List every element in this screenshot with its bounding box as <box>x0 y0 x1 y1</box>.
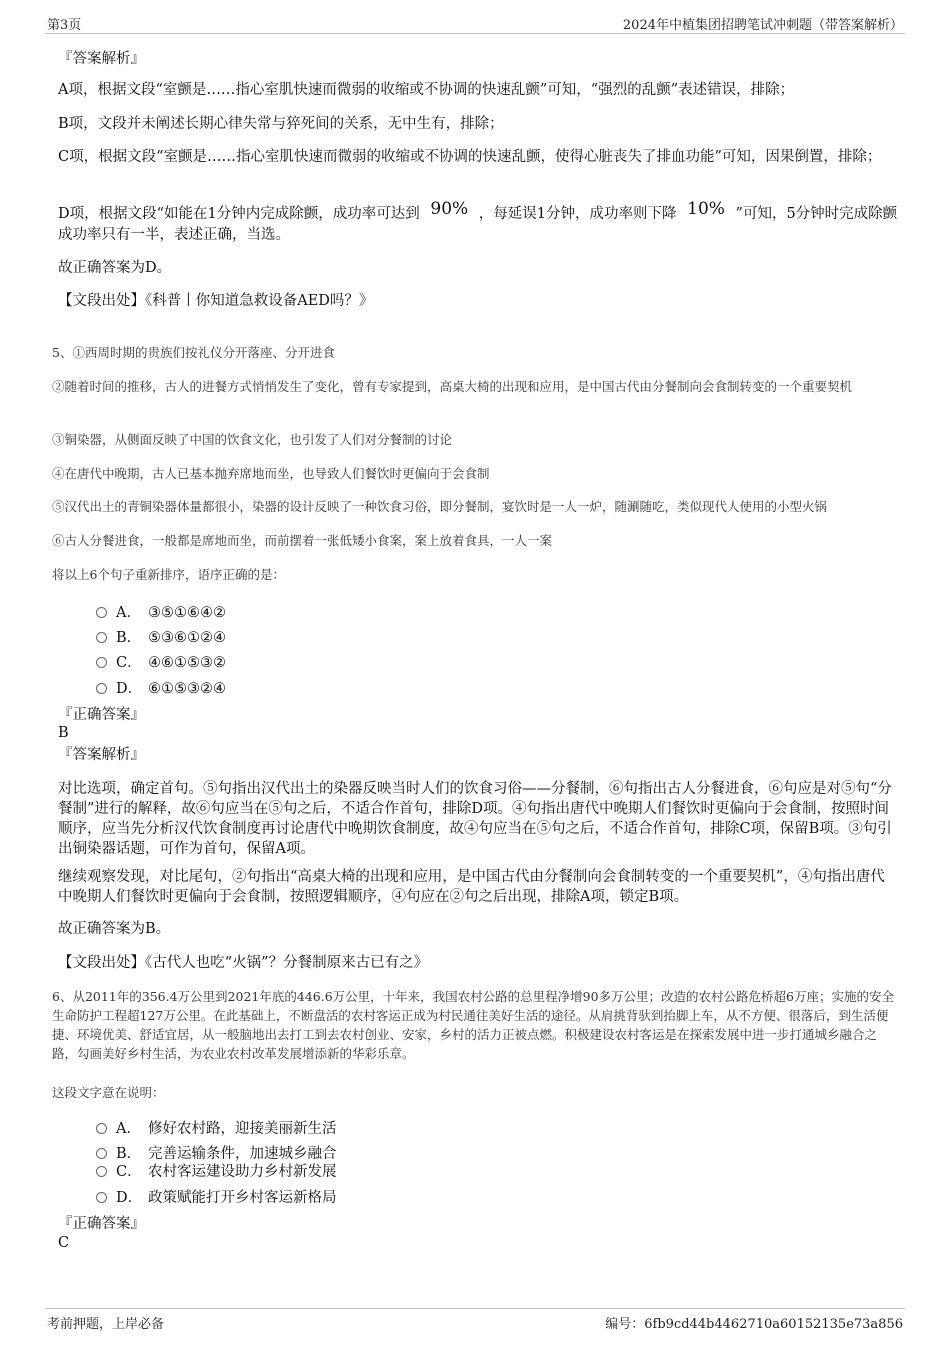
q5-sentence-2: ②随着时间的推移，古人的进餐方式悄悄发生了变化，曾有专家提到，高桌大椅的出现和应用，是中国古代由分餐制向会食制转变的一个重要契机 <box>52 379 853 394</box>
q4-source: 【文段出处】《科普丨你知道急救设备AED吗？》 <box>58 293 374 309</box>
radio-icon[interactable] <box>96 1166 107 1177</box>
radio-icon[interactable] <box>96 657 107 668</box>
q4-conclusion: 故正确答案为D。 <box>58 260 172 276</box>
option-letter: C． <box>116 655 142 671</box>
footer-serial: 编号：6fb9cd44b4462710a60152135e73a856 <box>605 1317 903 1332</box>
q5-analysis-paragraph-2: 继续观察发现，对比尾句，②句指出“高桌大椅的出现和应用，是中国古代由分餐制向会食制转变的一个重要契机”，④句指出唐代中晚期人们餐饮时更偏向于会食制，按照逻辑顺序，④句应在②句之后出现，排除A项，锁定B项。 <box>58 869 885 905</box>
q4-analysis-title: 『答案解析』 <box>58 51 145 67</box>
q5-prompt: 将以上6个句子重新排序，语序正确的是： <box>52 567 285 582</box>
option-letter: A． <box>116 605 141 621</box>
q4-analysis-b: B项，文段并未阐述长期心律失常与猝死间的关系，无中生有，排除； <box>58 116 504 132</box>
option-text: ④⑥①⑤③② <box>148 655 226 671</box>
option-text: ⑥①⑤③②④ <box>148 681 226 697</box>
q5-sentence-1: 5、①西周时期的贵族们按礼仪分开落座、分开进食 <box>52 345 335 360</box>
q5-option-d[interactable] <box>96 677 226 698</box>
option-text: ③⑤①⑥④② <box>148 605 226 621</box>
q5-analysis-title: 『答案解析』 <box>58 747 145 763</box>
q5-source: 【文段出处】《古代人也吃“火锅”？分餐制原来古已有之》 <box>58 955 429 971</box>
q4-d-math-90: 90% <box>430 199 469 219</box>
option-letter: A． <box>116 1121 141 1137</box>
option-letter: D． <box>116 1190 143 1206</box>
footer-slogan: 考前押题，上岸必备 <box>47 1317 165 1332</box>
radio-icon[interactable] <box>96 632 107 643</box>
q4-analysis-c: C项，根据文段“室颤是……指心室肌快速而微弱的收缩或不协调的快速乱颤，使得心脏丧失了排血功能”可知，因果倒置，排除； <box>58 149 882 165</box>
q5-option-c[interactable] <box>96 651 226 672</box>
q6-answer-title: 『正确答案』 <box>58 1216 145 1232</box>
option-text: 农村客运建设助力乡村新发展 <box>148 1164 337 1180</box>
q6-answer: C <box>58 1235 70 1251</box>
q4-analysis-d-line2: 成功率只有一半，表述正确，当选。 <box>58 227 290 243</box>
header-rule <box>45 33 905 34</box>
q4-d-text-1: D项，根据文段“如能在1分钟内完成除颤，成功率可达到 <box>58 206 420 222</box>
q5-sentence-6: ⑥古人分餐进食，一般都是席地而坐，而前摆着一张低矮小食案，案上放着食具，一人一案 <box>52 533 553 548</box>
q5-answer-title: 『正确答案』 <box>58 707 145 723</box>
q4-analysis-d-line1 <box>58 199 898 224</box>
radio-icon[interactable] <box>96 1123 107 1134</box>
radio-icon[interactable] <box>96 607 107 618</box>
option-text: ⑤③⑥①②④ <box>148 630 226 646</box>
radio-icon[interactable] <box>96 1192 107 1203</box>
q6-option-a[interactable] <box>96 1117 337 1138</box>
footer-rule <box>45 1308 905 1309</box>
radio-icon[interactable] <box>96 1148 107 1159</box>
option-text: 修好农村路，迎接美丽新生活 <box>148 1121 337 1137</box>
q6-passage: 6、从2011年的356.4万公里到2021年底的446.6万公里，十年来，我国农村公路的总里程净增90多万公里；改造的农村公路危桥超6万座；实施的安全生命防护工程超127万公里。在此基础上，不断盘活的农村客运正成为村民通往美好生活的途径。从肩挑背驮到抬脚上车，从不方便、很落后，到生活便捷、环境优美、舒适宜居，从一般脑地出去打工到去农村创业、安家，乡村的活力正被点燃。积极建设农村客运是在探索发展中进一步打通城乡融合之路，勾画美好乡村生活，为农业农村改革发展增添新的华彩乐章。 <box>52 989 895 1061</box>
q5-sentence-4: ④在唐代中晚期，古人已基本抛弃席地而坐，也导致人们餐饮时更偏向于会食制 <box>52 466 490 481</box>
q5-conclusion: 故正确答案为B。 <box>58 921 171 937</box>
option-text: 政策赋能打开乡村客运新格局 <box>148 1190 337 1206</box>
q5-sentence-5: ⑤汉代出土的青铜染器体量都很小，染器的设计反映了一种饮食习俗，即分餐制，宴饮时是一人一炉，随涮随吃，类似现代人使用的小型火锅 <box>52 499 828 514</box>
radio-icon[interactable] <box>96 683 107 694</box>
q6-option-d[interactable] <box>96 1186 337 1207</box>
option-letter: C． <box>116 1164 142 1180</box>
q5-option-b[interactable] <box>96 626 226 647</box>
q5-answer: B <box>58 725 69 741</box>
q6-prompt: 这段文字意在说明： <box>52 1085 165 1100</box>
q5-analysis-paragraph-1: 对比选项，确定首句。⑤句指出汉代出土的染器反映当时人们的饮食习俗——分餐制，⑥句指出古人分餐进食，⑥句应是对⑤句“分餐制”进行的解释，故⑥句应当在⑤句之后，不适合作首句，排除D项。④句指出唐代中晚期人们餐饮时更偏向于会食制，按照时间顺序，应当先分析汉代饮食制度再讨论唐代中晚期饮食制度，故④句应当在⑤句之后，不适合作首句，排除C项，保留B项。③句引出铜染器话题，可作为首句，保留A项。 <box>58 781 892 857</box>
q5-option-a[interactable] <box>96 601 226 622</box>
q5-sentence-3: ③铜染器，从侧面反映了中国的饮食文化，也引发了人们对分餐制的讨论 <box>52 432 453 447</box>
page-number: 第3页 <box>47 18 82 33</box>
q4-d-text-3: ”可知，5分钟时完成除颤 <box>735 206 898 222</box>
document-title: 2024年中植集团招聘笔试冲刺题（带答案解析） <box>622 18 903 33</box>
option-letter: D． <box>116 681 143 697</box>
option-letter: B． <box>116 630 142 646</box>
q4-d-math-10: 10% <box>687 199 725 219</box>
q4-analysis-a: A项，根据文段“室颤是……指心室肌快速而微弱的收缩或不协调的快速乱颤”可知，“强烈的乱颤”表述错误，排除； <box>58 82 795 98</box>
option-letter: B． <box>116 1146 142 1162</box>
option-text: 完善运输条件，加速城乡融合 <box>148 1146 337 1162</box>
q4-d-text-2: ，每延误1分钟，成功率则下降 <box>478 206 677 222</box>
q6-option-c[interactable] <box>96 1160 337 1181</box>
